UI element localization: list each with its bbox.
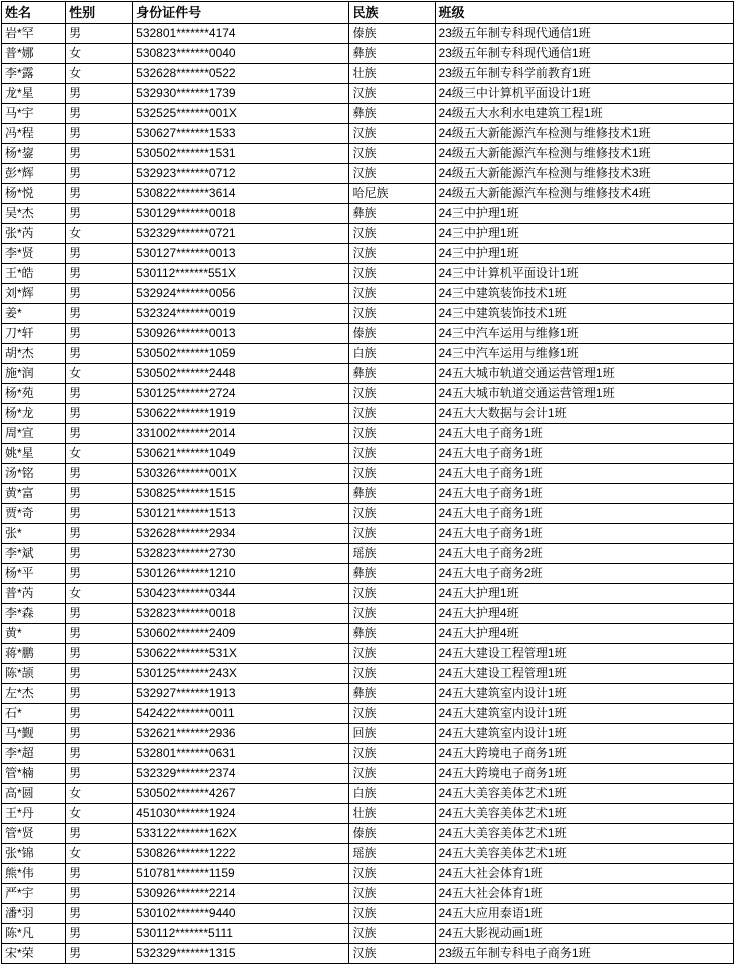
cell-class: 24五大电子商务1班 (435, 464, 733, 484)
cell-gender: 男 (66, 204, 133, 224)
cell-student-name: 施*润 (2, 364, 66, 384)
cell-gender: 男 (66, 544, 133, 564)
cell-ethnicity: 汉族 (349, 944, 435, 964)
cell-class: 24五大美容美体艺术1班 (435, 824, 733, 844)
cell-gender: 男 (66, 324, 133, 344)
cell-class: 24五大建设工程管理1班 (435, 664, 733, 684)
cell-student-name: 王*皓 (2, 264, 66, 284)
cell-gender: 男 (66, 904, 133, 924)
cell-gender: 男 (66, 304, 133, 324)
cell-id-number: 530825*******1515 (133, 484, 349, 504)
cell-ethnicity: 回族 (349, 724, 435, 744)
cell-student-name: 彭*辉 (2, 164, 66, 184)
cell-student-name: 潘*羽 (2, 904, 66, 924)
cell-id-number: 530502*******4267 (133, 784, 349, 804)
cell-gender: 男 (66, 704, 133, 724)
table-row (2, 604, 734, 624)
cell-ethnicity: 彝族 (349, 564, 435, 584)
cell-student-name: 李*森 (2, 604, 66, 624)
cell-id-number: 530826*******1222 (133, 844, 349, 864)
cell-ethnicity: 汉族 (349, 644, 435, 664)
cell-id-number: 532823*******0018 (133, 604, 349, 624)
cell-ethnicity: 傣族 (349, 324, 435, 344)
cell-class: 24五大社会体育1班 (435, 864, 733, 884)
cell-id-number: 530622*******1919 (133, 404, 349, 424)
cell-student-name: 熊*伟 (2, 864, 66, 884)
cell-ethnicity: 彝族 (349, 624, 435, 644)
cell-gender: 男 (66, 104, 133, 124)
cell-id-number: 530502*******1531 (133, 144, 349, 164)
column-header-ethnicity: 民族 (349, 2, 435, 24)
table-row (2, 64, 734, 84)
cell-gender: 男 (66, 724, 133, 744)
table-row (2, 204, 734, 224)
cell-ethnicity: 汉族 (349, 924, 435, 944)
table-row (2, 744, 734, 764)
cell-id-number: 530502*******2448 (133, 364, 349, 384)
cell-class: 24五大建设工程管理1班 (435, 644, 733, 664)
cell-id-number: 533122*******162X (133, 824, 349, 844)
table-row (2, 44, 734, 64)
table-row (2, 464, 734, 484)
cell-student-name: 管*楠 (2, 764, 66, 784)
cell-gender: 男 (66, 944, 133, 964)
table-row (2, 284, 734, 304)
cell-student-name: 周*宣 (2, 424, 66, 444)
cell-class: 24五大社会体育1班 (435, 884, 733, 904)
cell-ethnicity: 汉族 (349, 224, 435, 244)
cell-ethnicity: 汉族 (349, 904, 435, 924)
cell-id-number: 532324*******0019 (133, 304, 349, 324)
table-row (2, 404, 734, 424)
cell-student-name: 李*斌 (2, 544, 66, 564)
table-header-row (2, 2, 734, 24)
cell-id-number: 451030*******1924 (133, 804, 349, 824)
cell-ethnicity: 汉族 (349, 284, 435, 304)
cell-student-name: 吴*杰 (2, 204, 66, 224)
cell-class: 24级三中计算机平面设计1班 (435, 84, 733, 104)
cell-class: 24级五大新能源汽车检测与维修技术4班 (435, 184, 733, 204)
cell-ethnicity: 汉族 (349, 424, 435, 444)
cell-class: 24五大护理4班 (435, 604, 733, 624)
cell-id-number: 532823*******2730 (133, 544, 349, 564)
cell-class: 23级五年制专科现代通信1班 (435, 44, 733, 64)
cell-id-number: 530102*******9440 (133, 904, 349, 924)
cell-class: 24三中汽车运用与维修1班 (435, 324, 733, 344)
cell-student-name: 张*芮 (2, 224, 66, 244)
table-row (2, 524, 734, 544)
cell-ethnicity: 汉族 (349, 704, 435, 724)
cell-class: 24五大电子商务2班 (435, 564, 733, 584)
table-row (2, 724, 734, 744)
cell-student-name: 陈*颉 (2, 664, 66, 684)
cell-ethnicity: 汉族 (349, 504, 435, 524)
cell-class: 24五大建筑室内设计1班 (435, 724, 733, 744)
cell-student-name: 胡*杰 (2, 344, 66, 364)
cell-student-name: 杨*平 (2, 564, 66, 584)
cell-id-number: 532329*******1315 (133, 944, 349, 964)
table-row (2, 824, 734, 844)
cell-gender: 男 (66, 504, 133, 524)
cell-ethnicity: 汉族 (349, 404, 435, 424)
cell-id-number: 530125*******243X (133, 664, 349, 684)
student-roster-table (1, 1, 734, 964)
cell-gender: 男 (66, 564, 133, 584)
table-row (2, 304, 734, 324)
cell-student-name: 高*圆 (2, 784, 66, 804)
cell-ethnicity: 彝族 (349, 104, 435, 124)
cell-ethnicity: 汉族 (349, 244, 435, 264)
table-row (2, 184, 734, 204)
cell-ethnicity: 傣族 (349, 824, 435, 844)
table-row (2, 704, 734, 724)
table-row (2, 384, 734, 404)
cell-ethnicity: 瑶族 (349, 844, 435, 864)
cell-class: 24级五大新能源汽车检测与维修技术1班 (435, 124, 733, 144)
cell-class: 24五大跨境电子商务1班 (435, 744, 733, 764)
cell-ethnicity: 汉族 (349, 524, 435, 544)
table-row (2, 584, 734, 604)
cell-student-name: 龙*星 (2, 84, 66, 104)
cell-id-number: 532628*******0522 (133, 64, 349, 84)
cell-student-name: 姜* (2, 304, 66, 324)
cell-class: 24三中护理1班 (435, 224, 733, 244)
cell-gender: 男 (66, 464, 133, 484)
cell-class: 24级五大新能源汽车检测与维修技术3班 (435, 164, 733, 184)
cell-id-number: 530822*******3614 (133, 184, 349, 204)
cell-class: 24三中建筑装饰技术1班 (435, 284, 733, 304)
table-row (2, 924, 734, 944)
cell-ethnicity: 彝族 (349, 204, 435, 224)
column-header-id-number: 身份证件号 (133, 2, 349, 24)
cell-id-number: 530112*******551X (133, 264, 349, 284)
cell-student-name: 马*觐 (2, 724, 66, 744)
table-row (2, 124, 734, 144)
cell-ethnicity: 汉族 (349, 464, 435, 484)
cell-class: 24五大护理4班 (435, 624, 733, 644)
cell-class: 24五大建筑室内设计1班 (435, 704, 733, 724)
cell-student-name: 普*娜 (2, 44, 66, 64)
cell-class: 24五大美容美体艺术1班 (435, 804, 733, 824)
cell-student-name: 岩*罕 (2, 24, 66, 44)
cell-id-number: 532924*******0056 (133, 284, 349, 304)
cell-gender: 男 (66, 664, 133, 684)
cell-id-number: 532923*******0712 (133, 164, 349, 184)
cell-ethnicity: 汉族 (349, 864, 435, 884)
cell-ethnicity: 汉族 (349, 884, 435, 904)
cell-id-number: 530129*******0018 (133, 204, 349, 224)
column-header-name: 姓名 (2, 2, 66, 24)
cell-ethnicity: 哈尼族 (349, 184, 435, 204)
cell-gender: 女 (66, 784, 133, 804)
cell-ethnicity: 汉族 (349, 444, 435, 464)
cell-gender: 男 (66, 184, 133, 204)
cell-class: 24五大美容美体艺术1班 (435, 784, 733, 804)
table-row (2, 424, 734, 444)
cell-class: 24三中汽车运用与维修1班 (435, 344, 733, 364)
cell-ethnicity: 白族 (349, 784, 435, 804)
table-row (2, 864, 734, 884)
cell-ethnicity: 壮族 (349, 64, 435, 84)
cell-class: 24五大城市轨道交通运营管理1班 (435, 384, 733, 404)
cell-id-number: 530126*******1210 (133, 564, 349, 584)
cell-gender: 女 (66, 584, 133, 604)
table-row (2, 364, 734, 384)
table-row (2, 504, 734, 524)
cell-id-number: 530622*******531X (133, 644, 349, 664)
cell-ethnicity: 汉族 (349, 144, 435, 164)
table-row (2, 144, 734, 164)
cell-class: 24五大建筑室内设计1班 (435, 684, 733, 704)
cell-student-name: 李*超 (2, 744, 66, 764)
cell-gender: 女 (66, 804, 133, 824)
cell-gender: 女 (66, 444, 133, 464)
cell-class: 24五大跨境电子商务1班 (435, 764, 733, 784)
table-row (2, 84, 734, 104)
cell-id-number: 530112*******5111 (133, 924, 349, 944)
cell-class: 24五大电子商务1班 (435, 484, 733, 504)
cell-gender: 男 (66, 244, 133, 264)
table-row (2, 784, 734, 804)
table-row (2, 884, 734, 904)
cell-student-name: 李*贤 (2, 244, 66, 264)
cell-gender: 女 (66, 64, 133, 84)
cell-student-name: 杨*龙 (2, 404, 66, 424)
cell-ethnicity: 汉族 (349, 764, 435, 784)
cell-gender: 男 (66, 124, 133, 144)
cell-class: 24五大电子商务1班 (435, 444, 733, 464)
cell-class: 24五大大数据与会计1班 (435, 404, 733, 424)
cell-student-name: 宋*荣 (2, 944, 66, 964)
cell-class: 24五大电子商务2班 (435, 544, 733, 564)
cell-student-name: 杨*鋆 (2, 144, 66, 164)
cell-student-name: 刘*辉 (2, 284, 66, 304)
cell-class: 24五大电子商务1班 (435, 504, 733, 524)
cell-gender: 男 (66, 164, 133, 184)
table-row (2, 764, 734, 784)
cell-gender: 男 (66, 24, 133, 44)
cell-id-number: 530121*******1513 (133, 504, 349, 524)
cell-gender: 女 (66, 44, 133, 64)
cell-gender: 女 (66, 224, 133, 244)
table-row (2, 624, 734, 644)
cell-ethnicity: 汉族 (349, 164, 435, 184)
cell-student-name: 左*杰 (2, 684, 66, 704)
cell-class: 24五大护理1班 (435, 584, 733, 604)
cell-student-name: 蒋*鹏 (2, 644, 66, 664)
column-header-class: 班级 (435, 2, 733, 24)
cell-ethnicity: 壮族 (349, 804, 435, 824)
table-row (2, 904, 734, 924)
table-row (2, 484, 734, 504)
table-row (2, 244, 734, 264)
table-row (2, 684, 734, 704)
cell-gender: 男 (66, 484, 133, 504)
table-row (2, 444, 734, 464)
cell-id-number: 530423*******0344 (133, 584, 349, 604)
cell-gender: 男 (66, 624, 133, 644)
cell-gender: 女 (66, 364, 133, 384)
cell-gender: 男 (66, 524, 133, 544)
cell-gender: 男 (66, 404, 133, 424)
table-row (2, 164, 734, 184)
cell-student-name: 李*露 (2, 64, 66, 84)
cell-gender: 男 (66, 684, 133, 704)
cell-id-number: 532329*******2374 (133, 764, 349, 784)
table-row (2, 344, 734, 364)
cell-gender: 男 (66, 644, 133, 664)
table-row (2, 564, 734, 584)
cell-class: 24级五大水利水电建筑工程1班 (435, 104, 733, 124)
cell-id-number: 530127*******0013 (133, 244, 349, 264)
cell-gender: 男 (66, 604, 133, 624)
cell-student-name: 马*宇 (2, 104, 66, 124)
cell-class: 23级五年制专科电子商务1班 (435, 944, 733, 964)
table-row (2, 264, 734, 284)
cell-id-number: 530926*******2214 (133, 884, 349, 904)
cell-class: 24五大电子商务1班 (435, 524, 733, 544)
cell-ethnicity: 彝族 (349, 684, 435, 704)
cell-ethnicity: 汉族 (349, 304, 435, 324)
cell-ethnicity: 汉族 (349, 84, 435, 104)
cell-gender: 女 (66, 844, 133, 864)
cell-student-name: 石* (2, 704, 66, 724)
cell-id-number: 530926*******0013 (133, 324, 349, 344)
cell-student-name: 管*贤 (2, 824, 66, 844)
cell-student-name: 王*丹 (2, 804, 66, 824)
cell-class: 24五大美容美体艺术1班 (435, 844, 733, 864)
column-header-gender: 性别 (66, 2, 133, 24)
cell-gender: 男 (66, 344, 133, 364)
cell-class: 23级五年制专科现代通信1班 (435, 24, 733, 44)
table-row (2, 324, 734, 344)
table-row (2, 104, 734, 124)
cell-class: 24三中护理1班 (435, 244, 733, 264)
cell-gender: 男 (66, 284, 133, 304)
table-row (2, 844, 734, 864)
cell-id-number: 532801*******0631 (133, 744, 349, 764)
cell-student-name: 刀*轩 (2, 324, 66, 344)
cell-id-number: 530621*******1049 (133, 444, 349, 464)
cell-ethnicity: 汉族 (349, 744, 435, 764)
cell-id-number: 530823*******0040 (133, 44, 349, 64)
table-row (2, 544, 734, 564)
table-row (2, 944, 734, 964)
cell-id-number: 542422*******0011 (133, 704, 349, 724)
table-row (2, 804, 734, 824)
cell-id-number: 530502*******1059 (133, 344, 349, 364)
cell-ethnicity: 汉族 (349, 264, 435, 284)
cell-class: 24五大应用泰语1班 (435, 904, 733, 924)
cell-id-number: 530602*******2409 (133, 624, 349, 644)
cell-gender: 男 (66, 764, 133, 784)
cell-gender: 男 (66, 864, 133, 884)
cell-student-name: 张*锦 (2, 844, 66, 864)
table-row (2, 664, 734, 684)
cell-class: 24三中计算机平面设计1班 (435, 264, 733, 284)
cell-id-number: 530627*******1533 (133, 124, 349, 144)
cell-ethnicity: 白族 (349, 344, 435, 364)
cell-class: 24三中建筑装饰技术1班 (435, 304, 733, 324)
cell-gender: 男 (66, 884, 133, 904)
cell-student-name: 冯*程 (2, 124, 66, 144)
cell-ethnicity: 瑶族 (349, 544, 435, 564)
cell-ethnicity: 傣族 (349, 24, 435, 44)
cell-student-name: 贾*奇 (2, 504, 66, 524)
cell-ethnicity: 汉族 (349, 604, 435, 624)
cell-ethnicity: 彝族 (349, 484, 435, 504)
table-row (2, 24, 734, 44)
cell-student-name: 黄*富 (2, 484, 66, 504)
cell-gender: 男 (66, 144, 133, 164)
cell-class: 24五大影视动画1班 (435, 924, 733, 944)
cell-student-name: 严*宇 (2, 884, 66, 904)
cell-class: 24级五大新能源汽车检测与维修技术1班 (435, 144, 733, 164)
cell-student-name: 杨*苑 (2, 384, 66, 404)
cell-gender: 男 (66, 924, 133, 944)
cell-gender: 男 (66, 264, 133, 284)
table-row (2, 224, 734, 244)
cell-gender: 男 (66, 744, 133, 764)
cell-ethnicity: 汉族 (349, 384, 435, 404)
cell-gender: 男 (66, 384, 133, 404)
cell-ethnicity: 汉族 (349, 124, 435, 144)
cell-student-name: 汤*铭 (2, 464, 66, 484)
cell-id-number: 532329*******0721 (133, 224, 349, 244)
cell-id-number: 532525*******001X (133, 104, 349, 124)
cell-ethnicity: 彝族 (349, 364, 435, 384)
cell-student-name: 普*芮 (2, 584, 66, 604)
cell-id-number: 532930*******1739 (133, 84, 349, 104)
cell-student-name: 杨*悦 (2, 184, 66, 204)
table-row (2, 644, 734, 664)
cell-student-name: 陈*凡 (2, 924, 66, 944)
cell-class: 24五大电子商务1班 (435, 424, 733, 444)
cell-gender: 男 (66, 824, 133, 844)
cell-class: 23级五年制专科学前教育1班 (435, 64, 733, 84)
cell-ethnicity: 彝族 (349, 44, 435, 64)
cell-student-name: 张* (2, 524, 66, 544)
cell-gender: 男 (66, 84, 133, 104)
cell-id-number: 532628*******2934 (133, 524, 349, 544)
cell-id-number: 530326*******001X (133, 464, 349, 484)
cell-student-name: 黄* (2, 624, 66, 644)
cell-class: 24三中护理1班 (435, 204, 733, 224)
cell-ethnicity: 汉族 (349, 664, 435, 684)
cell-id-number: 532621*******2936 (133, 724, 349, 744)
cell-id-number: 532927*******1913 (133, 684, 349, 704)
cell-class: 24五大城市轨道交通运营管理1班 (435, 364, 733, 384)
cell-gender: 男 (66, 424, 133, 444)
cell-student-name: 姚*星 (2, 444, 66, 464)
cell-ethnicity: 汉族 (349, 584, 435, 604)
cell-id-number: 331002*******2014 (133, 424, 349, 444)
cell-id-number: 530125*******2724 (133, 384, 349, 404)
cell-id-number: 532801*******4174 (133, 24, 349, 44)
cell-id-number: 510781*******1159 (133, 864, 349, 884)
